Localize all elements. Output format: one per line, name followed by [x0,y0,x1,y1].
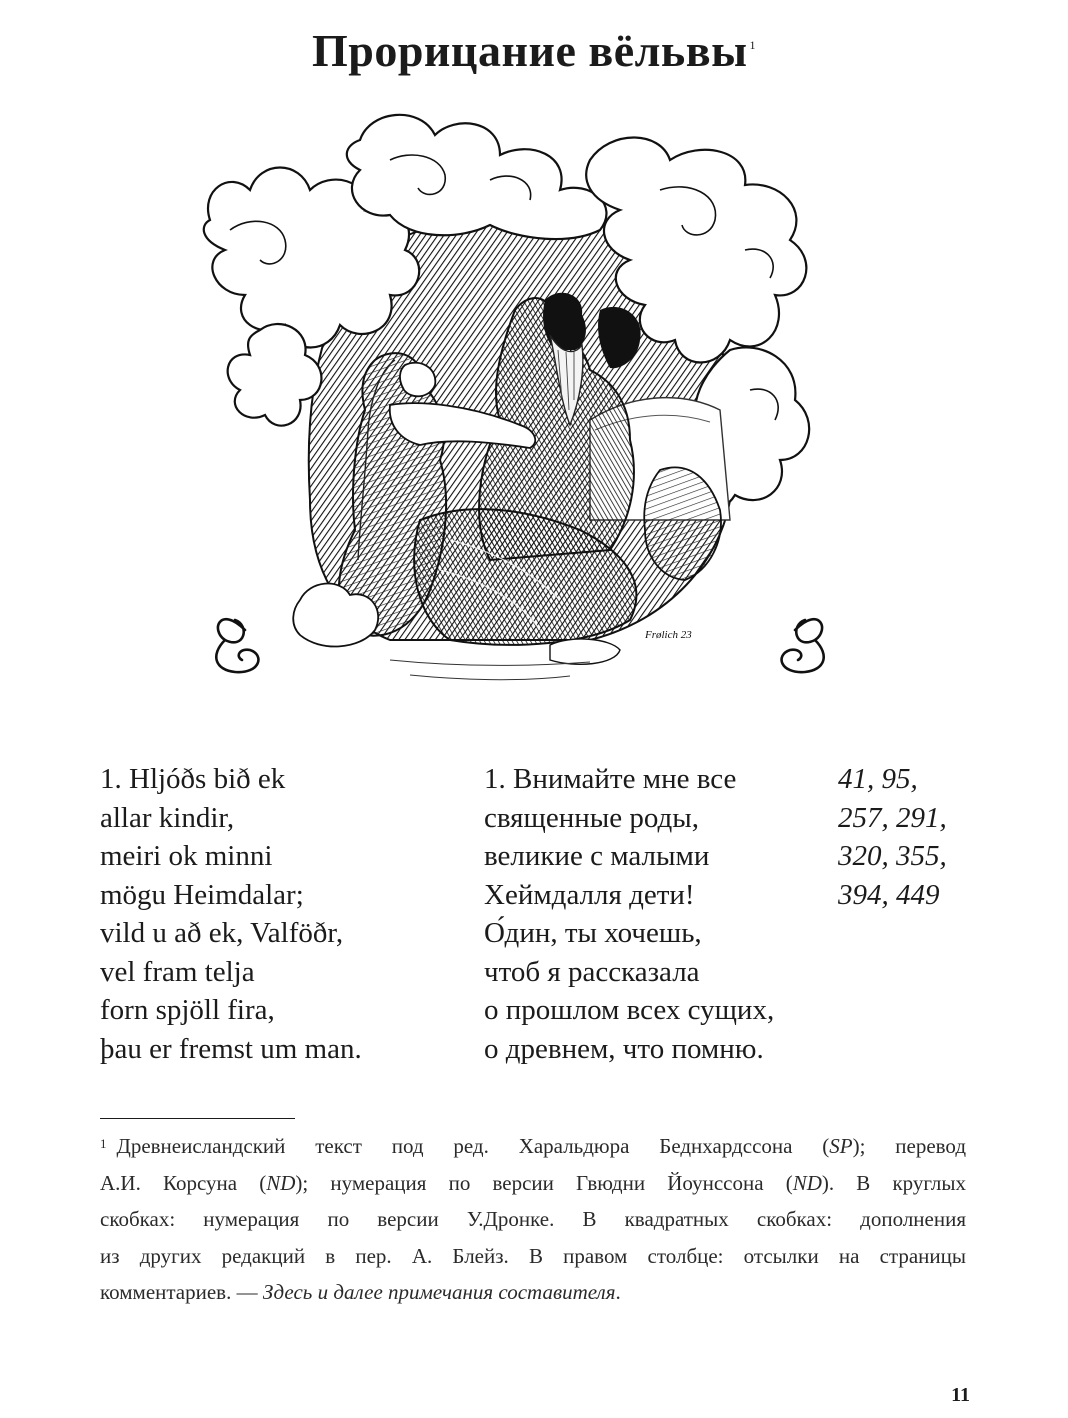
footnote-text: . [615,1280,621,1304]
poem-translation-line: О́дин, ты хочешь, [484,917,702,949]
title-footnote-mark: 1 [749,38,757,52]
page-number: 11 [951,1384,970,1406]
right-scroll-ornament [782,619,824,672]
left-scroll-ornament [216,619,258,672]
footnote-line-1 [100,1128,966,1165]
poem-original-line: 1. Hljóðs bið ek [100,763,286,795]
footnote-text: А.И. Корсуна ( [100,1170,267,1195]
poem-original-line: þau er fremst um man. [100,1032,362,1065]
footnote-italic-note: Здесь и далее примечания составителя [262,1280,616,1304]
poem-original-column [100,760,460,1068]
footnote-mark: 1 [100,1136,107,1151]
poem-original-line: allar kindir, [100,801,235,834]
page-title-text: Прорицание вёльвы [311,25,748,76]
poem-translation-line: великие с малыми [484,840,710,872]
footnote-line-2 [100,1165,966,1202]
footnote-line-3: скобках: нумерация по версии У.Дронке. В квадратных скобках: дополнения [100,1207,966,1231]
poem-translation-line: о прошлом всех сущих, [484,994,775,1026]
poem-translation-line: чтоб я рассказала [484,955,700,988]
poem-translation-line: о древнем, что помню. [484,1032,764,1065]
commentary-reference: 41, 95, [838,763,918,795]
poem-translation-line: 1. Внимайте мне все [484,763,737,795]
footnote-text: ). В круглых [821,1170,967,1195]
footnote-text: ); перевод [852,1134,966,1158]
poem-original-line: vild u að ek, Valföðr, [100,917,344,949]
illustration [190,100,840,700]
footnote-line-5 [100,1274,966,1311]
commentary-reference: 320, 355, [838,840,947,872]
footnote [100,1128,966,1311]
footnote-text: Древнеисландский текст под ред. Харальдюра Беднхардссона ( [116,1134,830,1158]
commentary-references-column [838,760,1018,914]
page-title [0,24,1068,77]
footnote-text: ); нумерация по версии Гвюдни Йоунссона ( [295,1170,793,1195]
poem-translation-line: Хеймдалля дети! [484,878,695,911]
poem-translation-line: священные роды, [484,801,700,834]
footnote-line-4: из других редакций в пер. А. Блейз. В правом столбце: отсылки на страницы [100,1243,966,1268]
poem-translation-column [484,760,824,1068]
commentary-reference: 394, 449 [838,878,940,911]
footnote-abbrev: ND [266,1170,296,1195]
illustration-signature: Frølich 23 [645,629,692,641]
poem-original-line: mögu Heimdalar; [100,878,304,911]
footnote-text: комментариев. — [100,1280,263,1304]
poem-original-line: forn spjöll fira, [100,994,275,1026]
commentary-reference: 257, 291, [838,801,947,834]
poem-original-line: vel fram telja [100,955,255,988]
poem-original-line: meiri ok minni [100,840,273,872]
footnote-abbrev: SP [829,1134,853,1158]
footnote-divider [100,1118,295,1119]
footnote-abbrev: ND [792,1170,822,1195]
